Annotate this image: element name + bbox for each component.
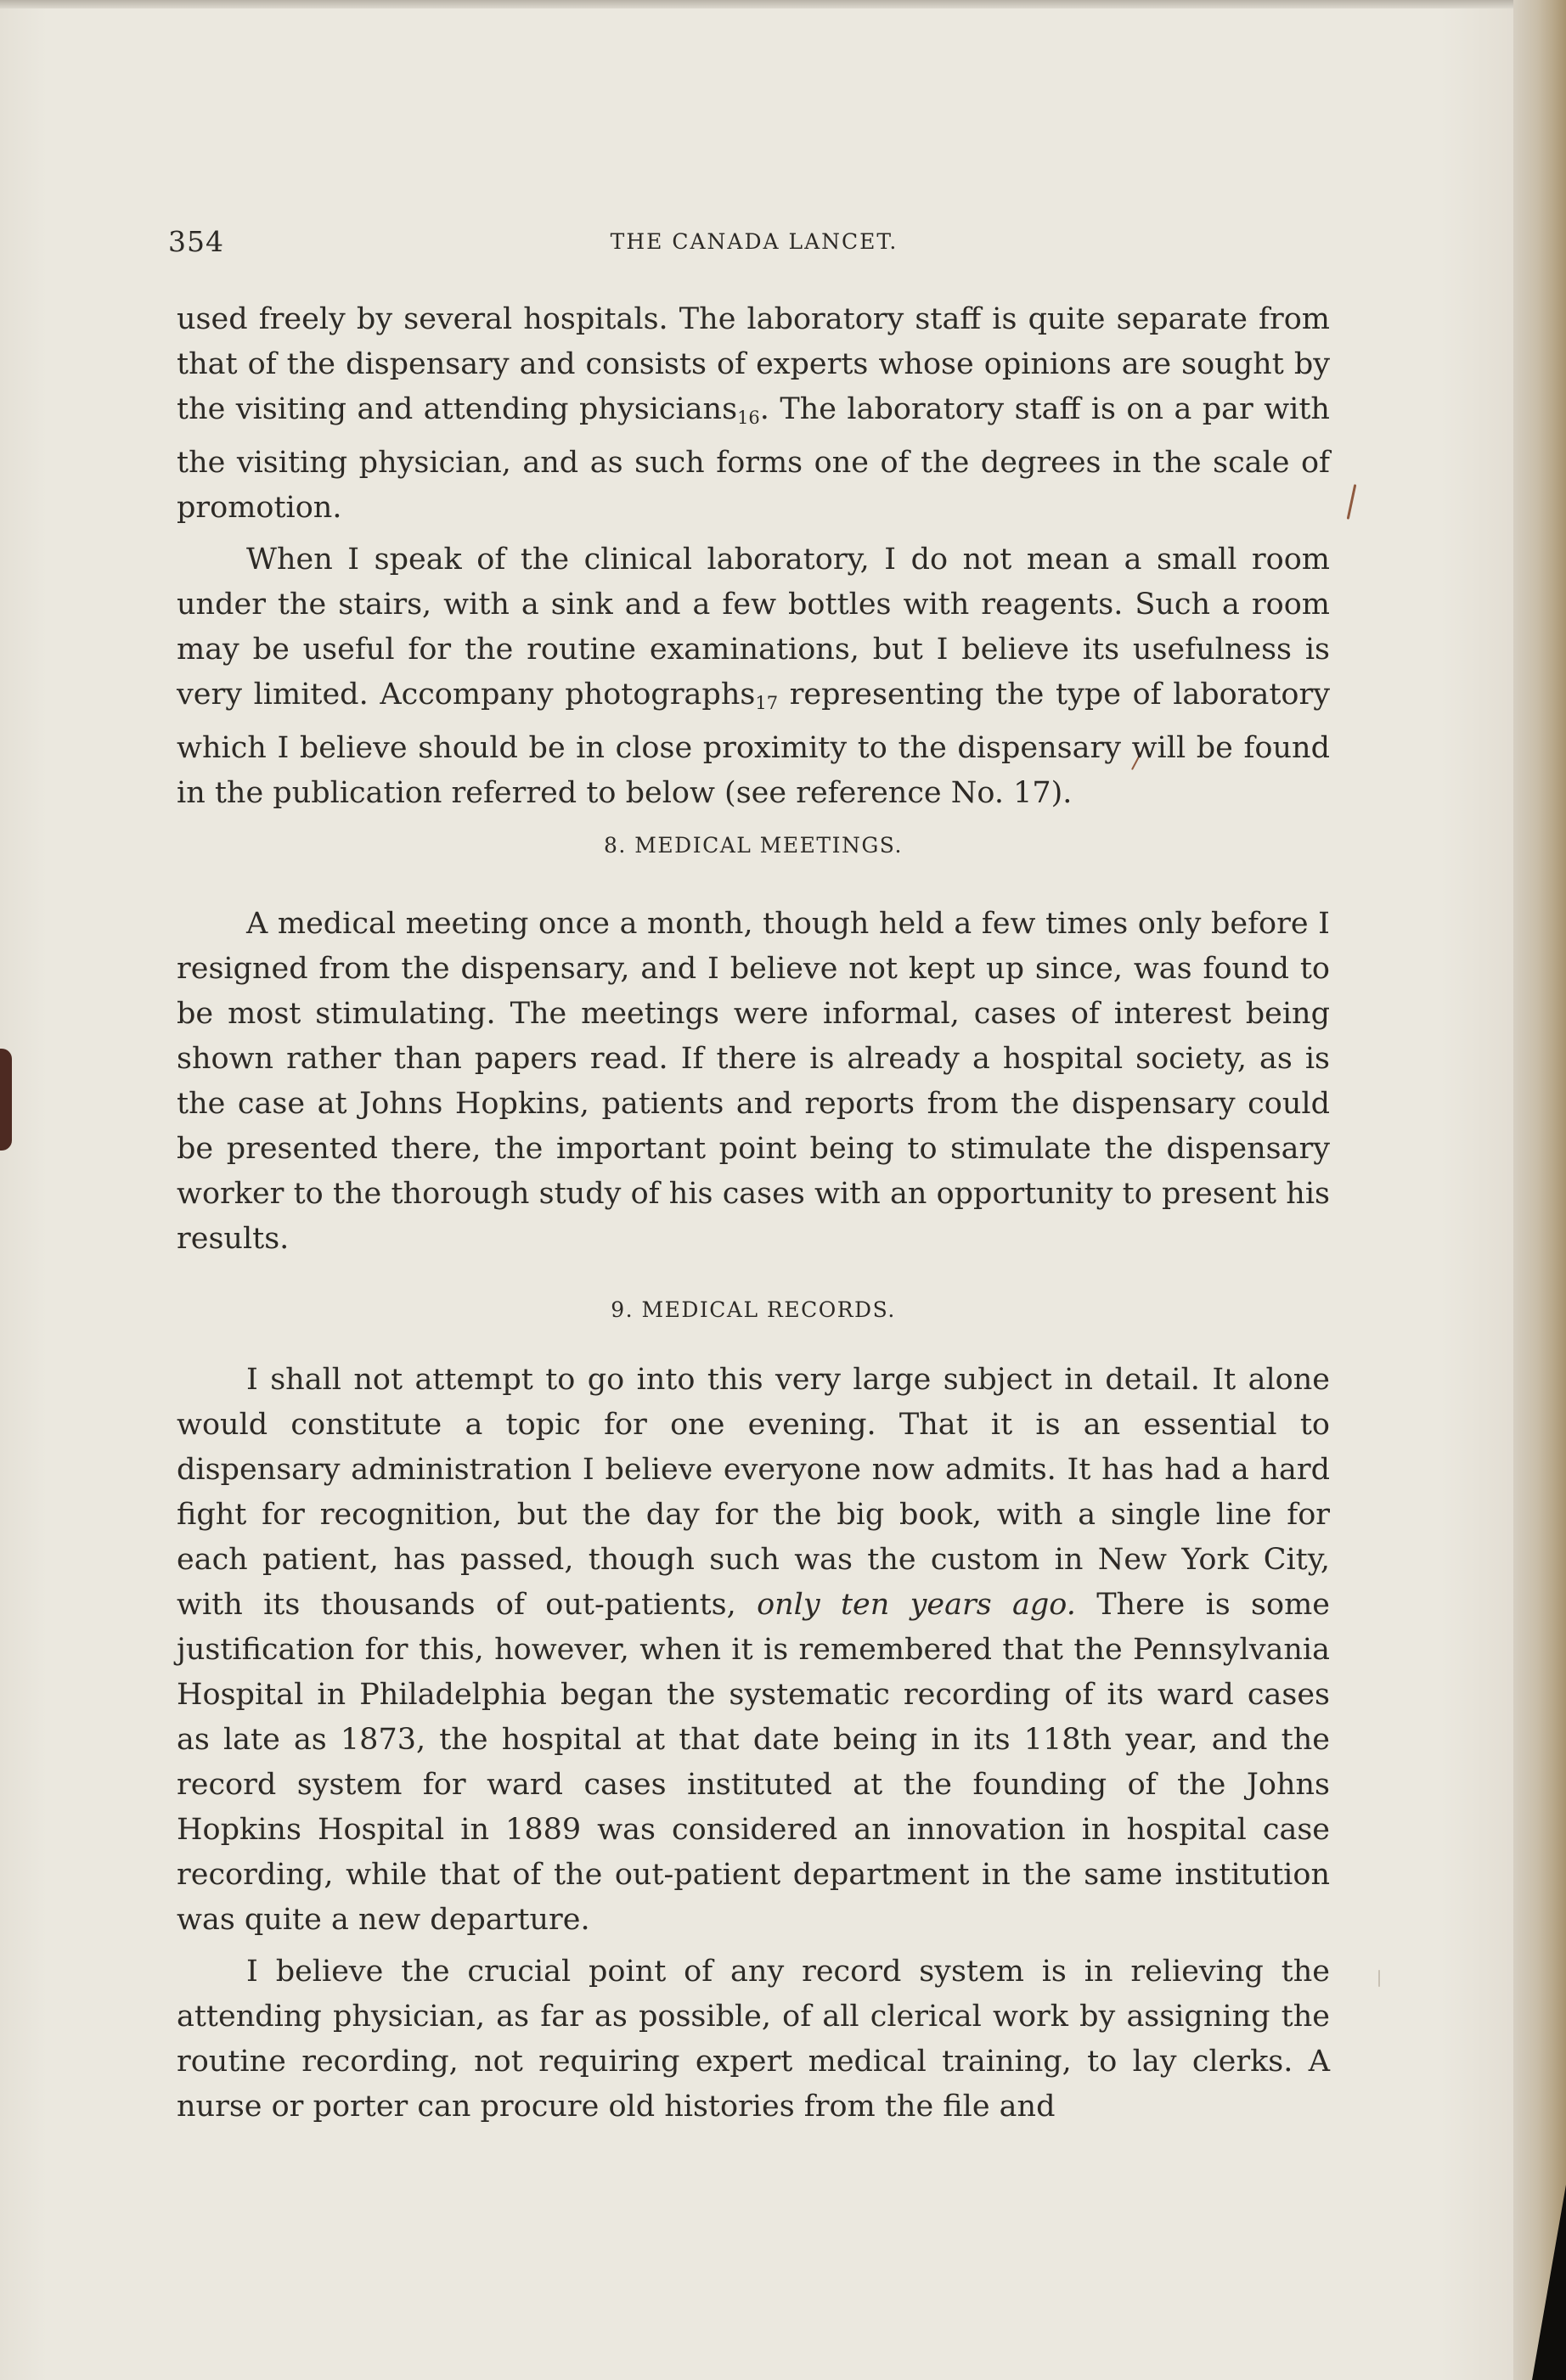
page-top-edge [0, 0, 1566, 8]
page-header [168, 225, 1340, 259]
page-gutter-edge [1513, 0, 1566, 2380]
article-body [177, 297, 1330, 2136]
reference-subscript: 17 [755, 693, 779, 713]
paragraph-laboratory-staff [177, 297, 1330, 531]
paragraph-text: I shall not attempt to go into this very large subject in detail. It alone would constitute a topic for one evening. That it is an essential to dispensary administration I believe everyone now admits. It has had a hard fight for recognition, but the day for the big book, with a single line for each patient, has passed, though such was the custom in New York City, with its thousands of out-patients, [177, 1363, 1330, 1622]
faint-margin-mark [1378, 1970, 1380, 1987]
paragraph-medical-records [177, 1358, 1330, 1943]
paragraph-text: When I speak of the clinical laboratory, I do not mean a small room under the stairs, with a sink and a few bottles with reagents. Such a room may be useful for the routine examinations, but I believe its usefulness is very limited. Accompany photographs [177, 543, 1330, 712]
paragraph-clinical-laboratory [177, 537, 1330, 816]
section-heading-medical-records: 9. MEDICAL RECORDS. [611, 1297, 896, 1322]
paragraph-text: . The laboratory staff is on a par with the visiting physician, and as such forms one of the degrees in the scale of promotion. [177, 392, 1330, 525]
pencil-margin-mark [1347, 484, 1357, 520]
left-margin-tab-mark [0, 1049, 12, 1151]
paragraph-text: representing the type of laboratory which I believe should be in close proximity to the dispensary will be found in the publication referred to below (see reference No. 17). [177, 678, 1330, 810]
paragraph-text: There is some justification for this, however, when it is remembered that the Pennsylvania Hospital in Philadelphia began the systematic recording of its ward cases as late as 1873, the hospital at that date being in its 118th year, and the record system for ward cases instituted at the founding of the Johns Hopkins Hospital in 1889 was considered an innovation in hospital case recording, while that of the out-patient department in the same institution was quite a new departure. [177, 1588, 1330, 1937]
italic-emphasis: only ten years ago. [757, 1588, 1076, 1622]
reference-subscript: 16 [737, 408, 760, 428]
paragraph-medical-meetings: A medical meeting once a month, though held a few times only before I resigned from the dispensary, and I believe not kept up since, was found to be most stimulating. The meetings were informal, cases of interest being shown rather than papers read. If there is already a hospital society, as is the case at Johns Hopkins, patients and reports from the dispensary could be presented there, the important point being to stimulate the dispensary worker to the thorough study of his cases with an opportunity to present his results. [177, 907, 1330, 1256]
paragraph-record-system: I believe the crucial point of any record system is in relieving the attending physician, as far as possible, of all clerical work by assigning the routine recording, not requiring expert medical training, to lay clerks. A nurse or porter can procure old histories from the file and [177, 1955, 1330, 2124]
page-number: 354 [168, 225, 224, 258]
running-head: THE CANADA LANCET. [610, 229, 898, 254]
paragraph-text: used freely by several hospitals. The laboratory staff is quite separate from that of the dispensary and consists of experts whose opinions are sought by the visiting and attending physicians [177, 302, 1330, 426]
dark-corner-shadow [1532, 2185, 1566, 2380]
section-heading-medical-meetings: 8. MEDICAL MEETINGS. [604, 833, 903, 858]
